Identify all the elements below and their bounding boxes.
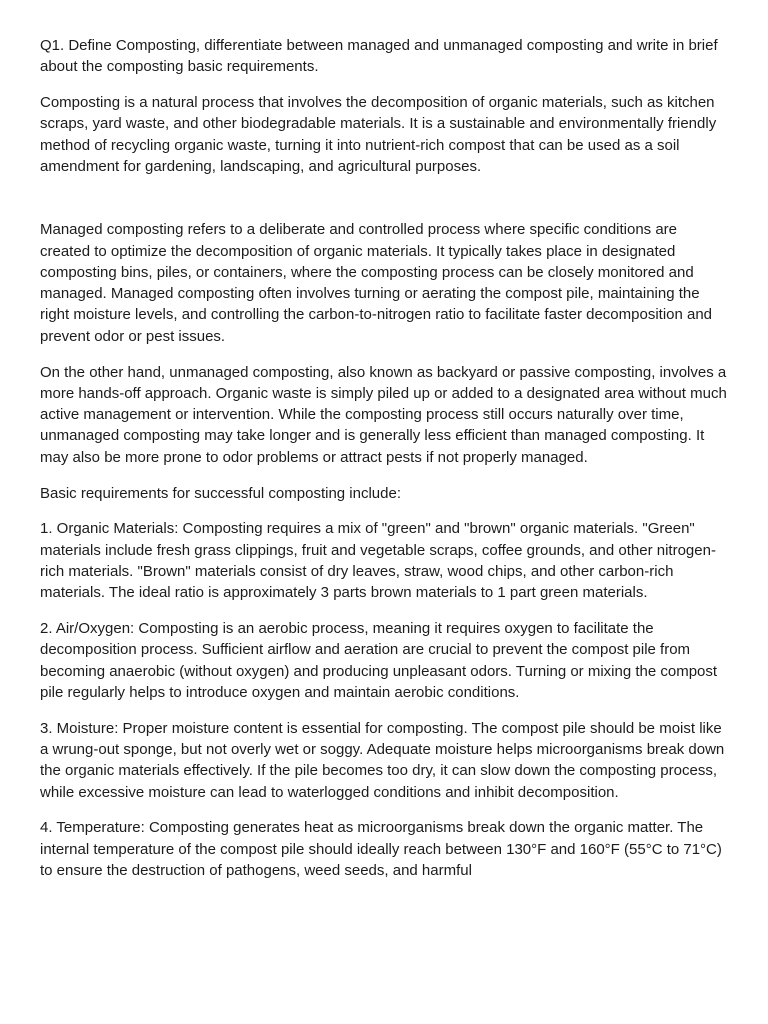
- intro-paragraph: Composting is a natural process that involves the decomposition of organic materials, such as kitchen scraps, yard waste, and other biodegradable materials. It is a sustainable and environmentally friendly method of recycling organic waste, turning it into nutrient-rich compost that can be used as a soil amendment for gardening, landscaping, and agricultural purposes.: [40, 94, 717, 175]
- managed-composting-paragraph: Managed composting refers to a deliberate and controlled process where specific conditions are created to optimize the decomposition of organic materials. It typically takes place in designated composting bins, piles, or containers, where the composting process can be closely monitored and managed. Managed composting often involves turning or aerating the compost pile, maintaining the right moisture levels, and controlling the carbon-to-nitrogen ratio to facilitate faster decomposition and prevent odor or pest issues.: [40, 221, 713, 345]
- document-body: [40, 35, 730, 896]
- requirement-moisture: 3. Moisture: Proper moisture content is essential for composting. The compost pile should be moist like a wrung-out sponge, but not overly wet or soggy. Adequate moisture helps microorganisms break down the organic materials effectively. If the pile becomes too dry, it can slow down the composting process, while excessive moisture can lead to waterlogged conditions and inhibit decomposition.: [40, 719, 725, 801]
- requirement-temperature: 4. Temperature: Composting generates heat as microorganisms break down the organic matter. The internal temperature of the compost pile should ideally reach between 130°F and 160°F (55°C to 71°C) to ensure the destruction of pathogens, weed seeds, and harmful: [40, 819, 722, 879]
- requirements-heading: Basic requirements for successful composting include:: [40, 484, 401, 502]
- unmanaged-composting-paragraph: On the other hand, unmanaged composting, also known as backyard or passive composting, involves a more hands-off approach. Organic waste is simply piled up or added to a designated area without much active management or intervention. While the composting process still occurs naturally over time, unmanaged composting may take longer and is generally less efficient than managed composting. It may also be more prone to odor problems or attract pests if not properly managed.: [40, 363, 727, 466]
- requirement-organic-materials: 1. Organic Materials: Composting requires a mix of "green" and "brown" organic materials. "Green" materials include fresh grass clippings, fruit and vegetable scraps, coffee grounds, and other nitrogen-rich materials. "Brown" materials consist of dry leaves, straw, wood chips, and other carbon-rich materials. The ideal ratio is approximately 3 parts brown materials to 1 part green materials.: [40, 520, 716, 602]
- requirement-air-oxygen: 2. Air/Oxygen: Composting is an aerobic process, meaning it requires oxygen to facilitate the decomposition process. Sufficient airflow and aeration are crucial to prevent the compost pile from becoming anaerobic (without oxygen) and producing unpleasant odors. Turning or mixing the compost pile regularly helps to introduce oxygen and maintain aerobic conditions.: [40, 620, 718, 701]
- question-text: Q1. Define Composting, differentiate between managed and unmanaged composting and write in brief about the composting basic requirements.: [40, 37, 718, 76]
